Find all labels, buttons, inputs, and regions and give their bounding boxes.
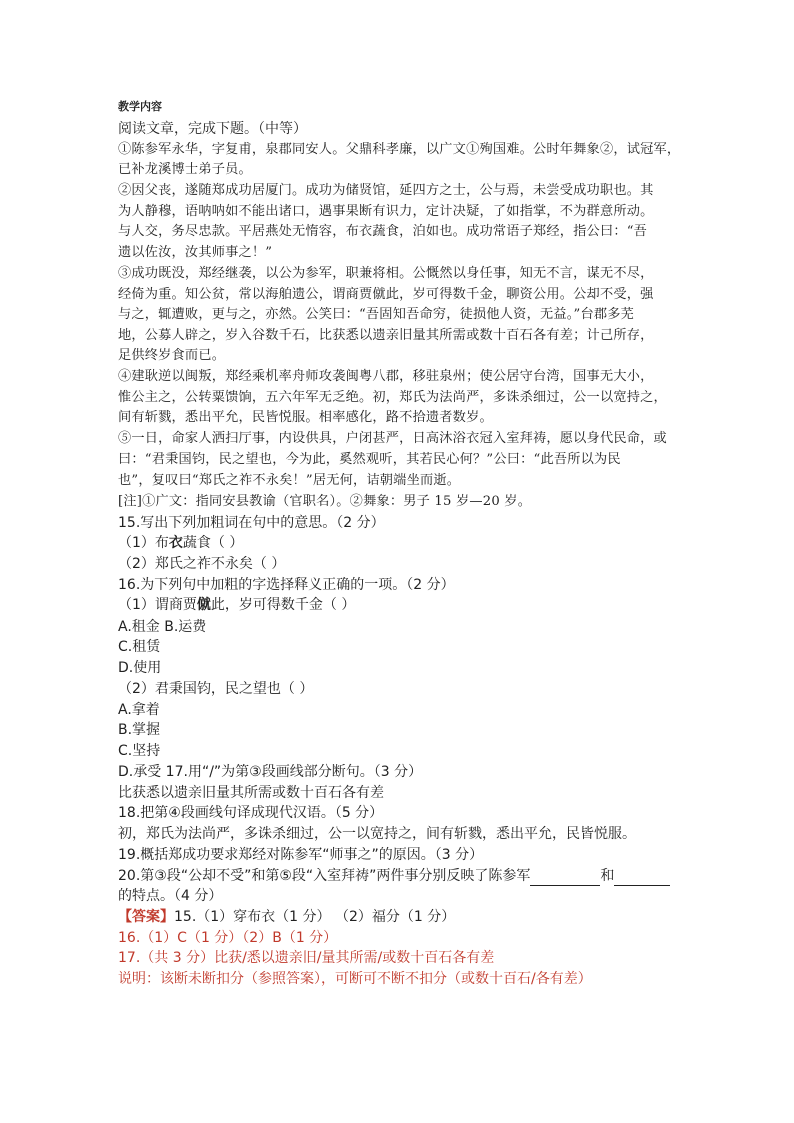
passage-line: ③成功既没，郑经继袭，以公为参军，职兼将相。公慨然以身任事，知无不言，谋无不尽，	[118, 266, 654, 281]
answer-16: 16.（1）C（1 分）（2）B（1 分）	[118, 930, 338, 946]
bold-word: 衣	[168, 535, 183, 551]
option-d-question-17: D.承受 17.用“/”为第③段画线部分断句。（3 分）	[118, 764, 423, 780]
passage-line: 间有斩戮，悉出平允，民皆悦服。相率感化，路不拾遗者数岁。	[118, 410, 493, 425]
option-line: C.坚持	[118, 743, 161, 759]
option-line: A.租金 B.运费	[118, 619, 207, 635]
passage-line: 地，公募人辟之，岁入谷数千石，比获悉以遗亲旧量其所需或数十百石各有差；计己所存，	[118, 328, 654, 343]
question-15-1: （1）布衣蔬食（ ）	[118, 535, 244, 551]
question-20: 20.第③段“公却不受”和第⑤段“入室拜祷”两件事分别反映了陈参军 和	[118, 866, 670, 886]
footnote: [注]①广文：指同安县教谕（官职名）。②舞象：男子 15 岁—20 岁。	[118, 494, 532, 509]
bold-word: 僦	[196, 597, 211, 613]
passage-line: ②因父丧，遂随郑成功居厦门。成功为储贤馆，延四方之士，公与焉，未尝受成功职也。其	[118, 183, 654, 198]
passage-line: 足供终岁食而已。	[118, 348, 226, 363]
passage-line: ④建耿逆以闽叛，郑经乘机率舟师攻袭闽粤八郡，移驻泉州；使公居守台湾，国事无大小，	[118, 369, 654, 384]
answer-17-note: 说明：该断未断扣分（参照答案），可断可不断不扣分（或数十百石/各有差）	[118, 971, 592, 987]
instruction: 阅读文章，完成下题。（中等）	[118, 121, 307, 137]
answer-15: 【答案】15.（1）穿布衣（1 分） （2）福分（1 分）	[118, 909, 456, 925]
question-16-1: （1）谓商贾僦此，岁可得数千金（ ）	[118, 597, 356, 613]
answer-label: 【答案】	[118, 909, 174, 925]
passage-line: 曰：“君秉国钧，民之望也，今为此，奚然观听，其若民心何？”公曰：“此吾所以为民	[118, 452, 621, 467]
passage-line: ⑤一日，命家人洒扫厅事，内设供具，户闭甚严，日高沐浴衣冠入室拜祷，愿以身代民命，或	[118, 431, 667, 446]
option-line: C.租赁	[118, 639, 161, 655]
passage-line: ①陈参军永华，字复甫，泉郡同安人。父鼎科孝廉，以广文①殉国难。公时年舞象②，试冠军，	[118, 142, 681, 157]
question-15-2: （2）郑氏之祚不永矣（ ）	[118, 556, 286, 572]
question-16-2: （2）君秉国钧，民之望也（ ）	[118, 681, 314, 697]
answer-17: 17.（共 3 分）比获/悉以遗亲旧/量其所需/或数十百石各有差	[118, 950, 495, 966]
option-line: A.拿着	[118, 702, 160, 718]
question-18-sentence: 初，郑氏为法尚严，多诛杀细过，公一以宽持之，间有斩戮，悉出平允，民皆悦服。	[118, 826, 636, 842]
answer-blank[interactable]	[530, 871, 600, 886]
passage-line: 已补龙溪博士弟子员。	[118, 162, 252, 177]
passage-line: 也”，复叹曰“郑氏之祚不永矣！”居无何，诘朝端坐而逝。	[118, 473, 461, 488]
question-17-sentence: 比获悉以遗亲旧量其所需或数十百石各有差	[118, 785, 384, 801]
question-16: 16.为下列句中加粗的字选择释义正确的一项。（2 分）	[118, 577, 455, 593]
question-15: 15.写出下列加粗词在句中的意思。（2 分）	[118, 515, 385, 531]
option-line: B.掌握	[118, 722, 161, 738]
option-line: D.使用	[118, 660, 162, 676]
passage-line: 经倚为重。知公贫，常以海舶遗公，谓商贾僦此，岁可得数千金，聊资公用。公却不受，强	[118, 287, 654, 302]
passage-line: 遗以佐汝，汝其师事之！”	[118, 245, 273, 260]
passage-line: 与人交，务尽忠款。平居燕处无惰容，布衣蔬食，泊如也。成功常语子郑经，指公曰：“吾	[118, 224, 648, 239]
answer-blank[interactable]	[614, 871, 670, 886]
question-18: 18.把第④段画线句译成现代汉语。（5 分）	[118, 805, 384, 821]
passage-line: 惟公主之，公转粟馈饷，五六年军无乏绝。初，郑氏为法尚严，多诛杀细过，公一以宽持之，	[118, 390, 667, 405]
passage-line: 为人静穆，语呐呐如不能出诸口，遇事果断有识力，定计决疑，了如指掌，不为群意所动。	[118, 204, 654, 219]
question-19: 19.概括郑成功要求郑经对陈参军“师事之”的原因。（3 分）	[118, 847, 484, 863]
section-heading: 教学内容	[118, 100, 162, 113]
passage-line: 与之，辄遭败，更与之，亦然。公笑曰：“吾固知吾命穷，徒损他人资，无益。”台郡多芜	[118, 307, 635, 322]
question-20-end: 的特点。（4 分）	[118, 888, 223, 904]
